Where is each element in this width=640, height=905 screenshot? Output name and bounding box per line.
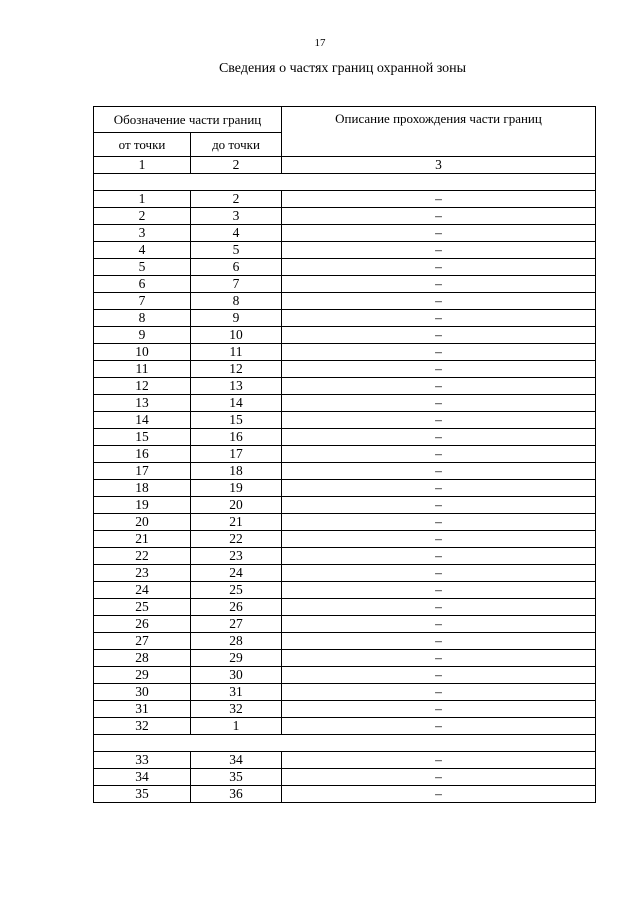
cell-description: – bbox=[282, 565, 596, 582]
cell-to-point: 10 bbox=[191, 327, 282, 344]
cell-from-point: 7 bbox=[94, 293, 191, 310]
cell-from-point: 12 bbox=[94, 378, 191, 395]
table-header-row bbox=[94, 107, 596, 133]
group-separator-row bbox=[94, 735, 596, 752]
cell-description: – bbox=[282, 531, 596, 548]
cell-to-point: 12 bbox=[191, 361, 282, 378]
cell-from-point: 14 bbox=[94, 412, 191, 429]
cell-to-point: 15 bbox=[191, 412, 282, 429]
cell-description: – bbox=[282, 480, 596, 497]
cell-from-point: 15 bbox=[94, 429, 191, 446]
column-number-row bbox=[94, 157, 596, 174]
cell-to-point: 32 bbox=[191, 701, 282, 718]
table-row bbox=[94, 599, 596, 616]
cell-description: – bbox=[282, 497, 596, 514]
cell-from-point: 34 bbox=[94, 769, 191, 786]
cell-description: – bbox=[282, 514, 596, 531]
cell-to-point: 27 bbox=[191, 616, 282, 633]
cell-to-point: 1 bbox=[191, 718, 282, 735]
cell-to-point: 25 bbox=[191, 582, 282, 599]
table-row bbox=[94, 633, 596, 650]
cell-to-point: 3 bbox=[191, 208, 282, 225]
header-to-point: до точки bbox=[191, 133, 282, 157]
cell-from-point: 5 bbox=[94, 259, 191, 276]
cell-to-point: 31 bbox=[191, 684, 282, 701]
table-row bbox=[94, 548, 596, 565]
cell-to-point: 21 bbox=[191, 514, 282, 531]
table-row bbox=[94, 429, 596, 446]
cell-to-point: 35 bbox=[191, 769, 282, 786]
table-row bbox=[94, 361, 596, 378]
cell-description: – bbox=[282, 276, 596, 293]
cell-from-point: 10 bbox=[94, 344, 191, 361]
table-row bbox=[94, 395, 596, 412]
table-row bbox=[94, 497, 596, 514]
table-row bbox=[94, 667, 596, 684]
cell-to-point: 5 bbox=[191, 242, 282, 259]
cell-from-point: 27 bbox=[94, 633, 191, 650]
cell-to-point: 30 bbox=[191, 667, 282, 684]
column-number: 2 bbox=[191, 157, 282, 174]
table-row bbox=[94, 259, 596, 276]
cell-description: – bbox=[282, 310, 596, 327]
cell-from-point: 23 bbox=[94, 565, 191, 582]
header-from-point: от точки bbox=[94, 133, 191, 157]
table-row bbox=[94, 786, 596, 803]
cell-description: – bbox=[282, 429, 596, 446]
cell-from-point: 32 bbox=[94, 718, 191, 735]
table-row bbox=[94, 276, 596, 293]
table-row bbox=[94, 718, 596, 735]
cell-from-point: 24 bbox=[94, 582, 191, 599]
table-row bbox=[94, 565, 596, 582]
cell-description: – bbox=[282, 752, 596, 769]
cell-from-point: 9 bbox=[94, 327, 191, 344]
table-row bbox=[94, 769, 596, 786]
cell-description: – bbox=[282, 412, 596, 429]
column-number: 3 bbox=[282, 157, 596, 174]
cell-description: – bbox=[282, 395, 596, 412]
table-row bbox=[94, 344, 596, 361]
cell-description: – bbox=[282, 446, 596, 463]
cell-from-point: 4 bbox=[94, 242, 191, 259]
table-row bbox=[94, 701, 596, 718]
cell-description: – bbox=[282, 599, 596, 616]
cell-from-point: 28 bbox=[94, 650, 191, 667]
cell-from-point: 31 bbox=[94, 701, 191, 718]
table-row bbox=[94, 293, 596, 310]
cell-description: – bbox=[282, 378, 596, 395]
table-row bbox=[94, 480, 596, 497]
table-row bbox=[94, 582, 596, 599]
cell-description: – bbox=[282, 225, 596, 242]
cell-from-point: 13 bbox=[94, 395, 191, 412]
cell-from-point: 33 bbox=[94, 752, 191, 769]
header-description: Описание прохождения части границ bbox=[282, 107, 596, 157]
cell-to-point: 9 bbox=[191, 310, 282, 327]
cell-description: – bbox=[282, 769, 596, 786]
cell-from-point: 11 bbox=[94, 361, 191, 378]
cell-description: – bbox=[282, 191, 596, 208]
cell-description: – bbox=[282, 361, 596, 378]
cell-description: – bbox=[282, 633, 596, 650]
group-separator-cell bbox=[94, 735, 596, 752]
table-row bbox=[94, 531, 596, 548]
cell-to-point: 14 bbox=[191, 395, 282, 412]
cell-to-point: 2 bbox=[191, 191, 282, 208]
cell-from-point: 26 bbox=[94, 616, 191, 633]
cell-to-point: 19 bbox=[191, 480, 282, 497]
table-row bbox=[94, 650, 596, 667]
cell-to-point: 29 bbox=[191, 650, 282, 667]
cell-from-point: 22 bbox=[94, 548, 191, 565]
cell-to-point: 28 bbox=[191, 633, 282, 650]
cell-from-point: 29 bbox=[94, 667, 191, 684]
cell-description: – bbox=[282, 667, 596, 684]
cell-from-point: 21 bbox=[94, 531, 191, 548]
table-row bbox=[94, 412, 596, 429]
cell-to-point: 7 bbox=[191, 276, 282, 293]
cell-description: – bbox=[282, 684, 596, 701]
cell-description: – bbox=[282, 463, 596, 480]
document-title: Сведения о частях границ охранной зоны bbox=[218, 61, 467, 76]
table-row bbox=[94, 446, 596, 463]
cell-description: – bbox=[282, 616, 596, 633]
cell-to-point: 20 bbox=[191, 497, 282, 514]
cell-from-point: 17 bbox=[94, 463, 191, 480]
table-row bbox=[94, 310, 596, 327]
table-row bbox=[94, 616, 596, 633]
cell-to-point: 23 bbox=[191, 548, 282, 565]
cell-from-point: 3 bbox=[94, 225, 191, 242]
table-row bbox=[94, 327, 596, 344]
cell-description: – bbox=[282, 293, 596, 310]
cell-description: – bbox=[282, 242, 596, 259]
cell-from-point: 30 bbox=[94, 684, 191, 701]
cell-description: – bbox=[282, 650, 596, 667]
cell-from-point: 1 bbox=[94, 191, 191, 208]
cell-description: – bbox=[282, 327, 596, 344]
group-separator-cell bbox=[94, 174, 596, 191]
cell-description: – bbox=[282, 548, 596, 565]
cell-to-point: 11 bbox=[191, 344, 282, 361]
cell-description: – bbox=[282, 582, 596, 599]
cell-to-point: 17 bbox=[191, 446, 282, 463]
page-number: 17 bbox=[314, 37, 326, 49]
table-row bbox=[94, 242, 596, 259]
cell-to-point: 4 bbox=[191, 225, 282, 242]
cell-from-point: 18 bbox=[94, 480, 191, 497]
cell-from-point: 19 bbox=[94, 497, 191, 514]
cell-from-point: 25 bbox=[94, 599, 191, 616]
boundary-parts-table bbox=[93, 106, 596, 803]
cell-description: – bbox=[282, 208, 596, 225]
cell-description: – bbox=[282, 701, 596, 718]
cell-description: – bbox=[282, 344, 596, 361]
cell-from-point: 2 bbox=[94, 208, 191, 225]
cell-to-point: 13 bbox=[191, 378, 282, 395]
cell-to-point: 8 bbox=[191, 293, 282, 310]
table-row bbox=[94, 463, 596, 480]
cell-description: – bbox=[282, 786, 596, 803]
cell-from-point: 6 bbox=[94, 276, 191, 293]
table-row bbox=[94, 225, 596, 242]
table-row bbox=[94, 208, 596, 225]
cell-to-point: 34 bbox=[191, 752, 282, 769]
header-designation: Обозначение части границ bbox=[94, 107, 282, 133]
table-row bbox=[94, 752, 596, 769]
cell-from-point: 20 bbox=[94, 514, 191, 531]
table-row bbox=[94, 378, 596, 395]
cell-to-point: 16 bbox=[191, 429, 282, 446]
cell-description: – bbox=[282, 718, 596, 735]
cell-to-point: 18 bbox=[191, 463, 282, 480]
cell-from-point: 35 bbox=[94, 786, 191, 803]
cell-to-point: 24 bbox=[191, 565, 282, 582]
cell-description: – bbox=[282, 259, 596, 276]
cell-from-point: 16 bbox=[94, 446, 191, 463]
cell-to-point: 36 bbox=[191, 786, 282, 803]
cell-from-point: 8 bbox=[94, 310, 191, 327]
group-separator-row bbox=[94, 174, 596, 191]
cell-to-point: 6 bbox=[191, 259, 282, 276]
cell-to-point: 26 bbox=[191, 599, 282, 616]
cell-to-point: 22 bbox=[191, 531, 282, 548]
table-row bbox=[94, 191, 596, 208]
table-row bbox=[94, 684, 596, 701]
column-number: 1 bbox=[94, 157, 191, 174]
table-row bbox=[94, 514, 596, 531]
